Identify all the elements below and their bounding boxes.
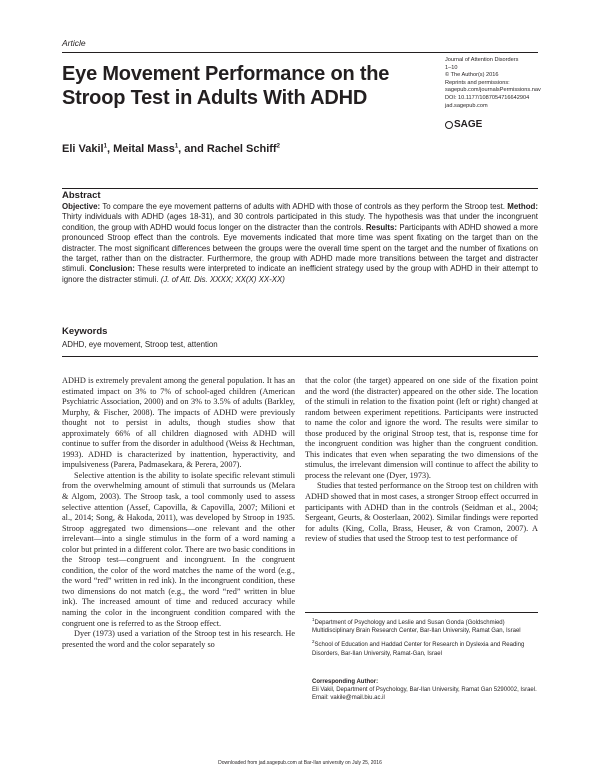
top-divider (62, 52, 538, 53)
corresponding-email[interactable]: Email: vakile@mail.biu.ac.il (312, 695, 385, 702)
conclusion-label: Conclusion: (89, 264, 135, 274)
affiliation-text: School of Education and Haddad Center for Research in Dyslexia and Reading Disorders, Bar-Ilan University, Ramat-Gan, Israel (312, 642, 525, 657)
footnote-divider (305, 612, 538, 613)
body-paragraph: ADHD is extremely prevalent among the general population. It has an estimated impact on 3% to 7% of school-aged children (American Psychiatric Association, 2000) and on 3% to 3.5% of adults (Barkley, Murphy, & Fischer, 2008). The impacts of ADHD were previously thought not to persist in adults, though studies show that approximately 66% of all children diagnosed with ADHD will continue to suffer from the disorder in adulthood (Weiss & Hechtman, 1993). ADHD is characterized by inattention, hyperactivity, and impulsiveness (Parera, Padmasekara, & Perera, 2007). (62, 376, 295, 470)
abstract-divider (62, 188, 538, 189)
abstract-heading: Abstract (62, 190, 101, 201)
results-label: Results: (365, 222, 397, 232)
abstract-citation: (J. of Att. Dis. XXXX; XX(X) XX-XX) (160, 274, 285, 284)
affiliation-mark: 2 (276, 143, 280, 150)
affiliation-mark: 1 (103, 143, 107, 150)
sage-circle-icon (445, 121, 453, 129)
copyright: © The Author(s) 2016 (445, 72, 499, 79)
affiliation-mark: 2 (312, 639, 315, 645)
corresponding-author (312, 678, 538, 703)
journal-name: Journal of Attention Disorders (445, 57, 519, 63)
affiliation-footnotes (312, 616, 538, 661)
objective-text: To compare the eye movement patterns of adults with ADHD with those of controls as they perform the Stroop test. (102, 202, 505, 211)
keywords-heading: Keywords (62, 326, 108, 337)
permissions-link[interactable]: sagepub.com/journalsPermissions.nav (445, 87, 541, 94)
author-name: Rachel Schiff (206, 143, 277, 155)
affiliation-mark: 1 (312, 617, 315, 622)
affiliation-text: Department of Psychology and Leslie and Susan Gonda (Goldschmied) Multidisciplinary Brain Research Center, Bar-Ilan University, Ramat Gan, Israel (312, 620, 521, 635)
affiliation-2 (312, 638, 538, 657)
author-separator: , and (178, 143, 207, 155)
body-paragraph: Dyer (1973) used a variation of the Stroop test in his research. He presented the word and the color separately so (62, 629, 295, 649)
body-column-left (62, 376, 295, 650)
corresponding-heading: Corresponding Author: (312, 679, 379, 685)
body-paragraph: that the color (the target) appeared on one side of the fixation point and the word (the distracter) appeared on the other side. The location of the stimuli in relation to the fixation point (left or right) changed at random between experiment repetitions. Participants were instructed to name the color and ignore the word. The results were similar to those produced by the original Stroop test, that is, response time for the incongruent condition was higher than the congruent condition. This indicates that even when separating the two dimensions of the stimulus, the irrelevant dimension will continue to affect the ability to process the relevant one (Dyer, 1973). (305, 376, 538, 480)
objective-label: Objective: (62, 202, 101, 211)
method-text: Thirty individuals with ADHD (ages 18-31), and 30 controls participated in this study. The hypothesis was that under the incongruent condition, the group with ADHD would focus longer on the distracter than the controls. (62, 212, 538, 232)
results-text: Participants with ADHD showed a more pronounced Stroop effect than the controls. Eye movements indicated that more time was spent fixating on the target than on the distracter. The most significant differences between the groups were the overall time spent on the target and the number of fixations on the target, rather than on the distracter. Furthermore, the group with ADHD made more transitions between the target and distracter stimuli. (62, 222, 538, 274)
conclusion-text: These results were interpreted to indicate an inefficient strategy used by the group with ADHD in their attempt to ignore the distracter stimuli. (62, 264, 538, 284)
sage-logo (445, 119, 482, 130)
journal-website[interactable]: jad.sagepub.com (445, 102, 488, 109)
author-separator: , (106, 143, 114, 155)
body-divider (62, 356, 538, 357)
body-column-right (305, 376, 538, 545)
journal-meta (445, 57, 545, 110)
paper-title: Eye Movement Performance on the Stroop Test in Adults With ADHD (62, 63, 390, 109)
method-label: Method: (507, 202, 538, 211)
affiliation-mark: 1 (174, 143, 179, 150)
page-range: 1–10 (445, 64, 458, 71)
reprints-label: Reprints and permissions: (445, 79, 510, 86)
keywords-list: ADHD, eye movement, Stroop test, attention (62, 340, 218, 349)
body-paragraph: Selective attention is the ability to isolate specific relevant stimuli from the overwhelming amount of stimuli that surrounds us (Melara & Algom, 2003). The Stroop task, a tool commonly used to assess selective attention (Assef, Capovilla, & Capovilla, 2007; Milioni et al., 2014; Song, & Hakoda, 2011), was developed by Stroop in 1935. Stroop aggregated two dimensions—one relevant and the other irrelevant—into a single stimulus in the form of a word naming a color but printed in a different color. There are two basic conditions in the Stroop test—congruent and incongruent. In the congruent condition, the color of the word matches the name of the word (e.g., the word “red” written in red ink). In the incongruent condition, these two dimensions do not match (e.g., the word “red” written in blue ink). The increased amount of time and reduced accuracy while naming the color in the incongruent condition compared with the congruent one is referred to as the Stroop effect. (62, 470, 295, 628)
affiliation-1 (312, 616, 538, 635)
doi[interactable]: DOI: 10.1177/1087054716642904 (445, 94, 530, 101)
author-name: Eli Vakil (62, 143, 104, 155)
download-notice: Downloaded from jad.sagepub.com at Bar-Ilan university on July 25, 2016 (218, 760, 382, 766)
sage-logo-text: SAGE (454, 119, 483, 130)
abstract-body (62, 202, 538, 285)
article-type-label: Article (62, 38, 86, 48)
author-name: Meital Mass (113, 143, 175, 155)
corresponding-address: Eli Vakil, Department of Psychology, Bar-Ilan University, Ramat Gan 5290002, Israel. (312, 687, 537, 694)
author-list (62, 143, 280, 155)
body-paragraph: Studies that tested performance on the Stroop test on children with ADHD showed that in most cases, a stronger Stroop effect occurred in participants with ADHD than in the controls (Seidman et al., 2004; Sergeant, Geurts, & Oosterlaan, 2002). Similar findings were reported for adults (King, Colla, Brass, Heuser, & von Cramon, 2007). A review of studies that used the Stroop test to test performance of (305, 481, 538, 544)
